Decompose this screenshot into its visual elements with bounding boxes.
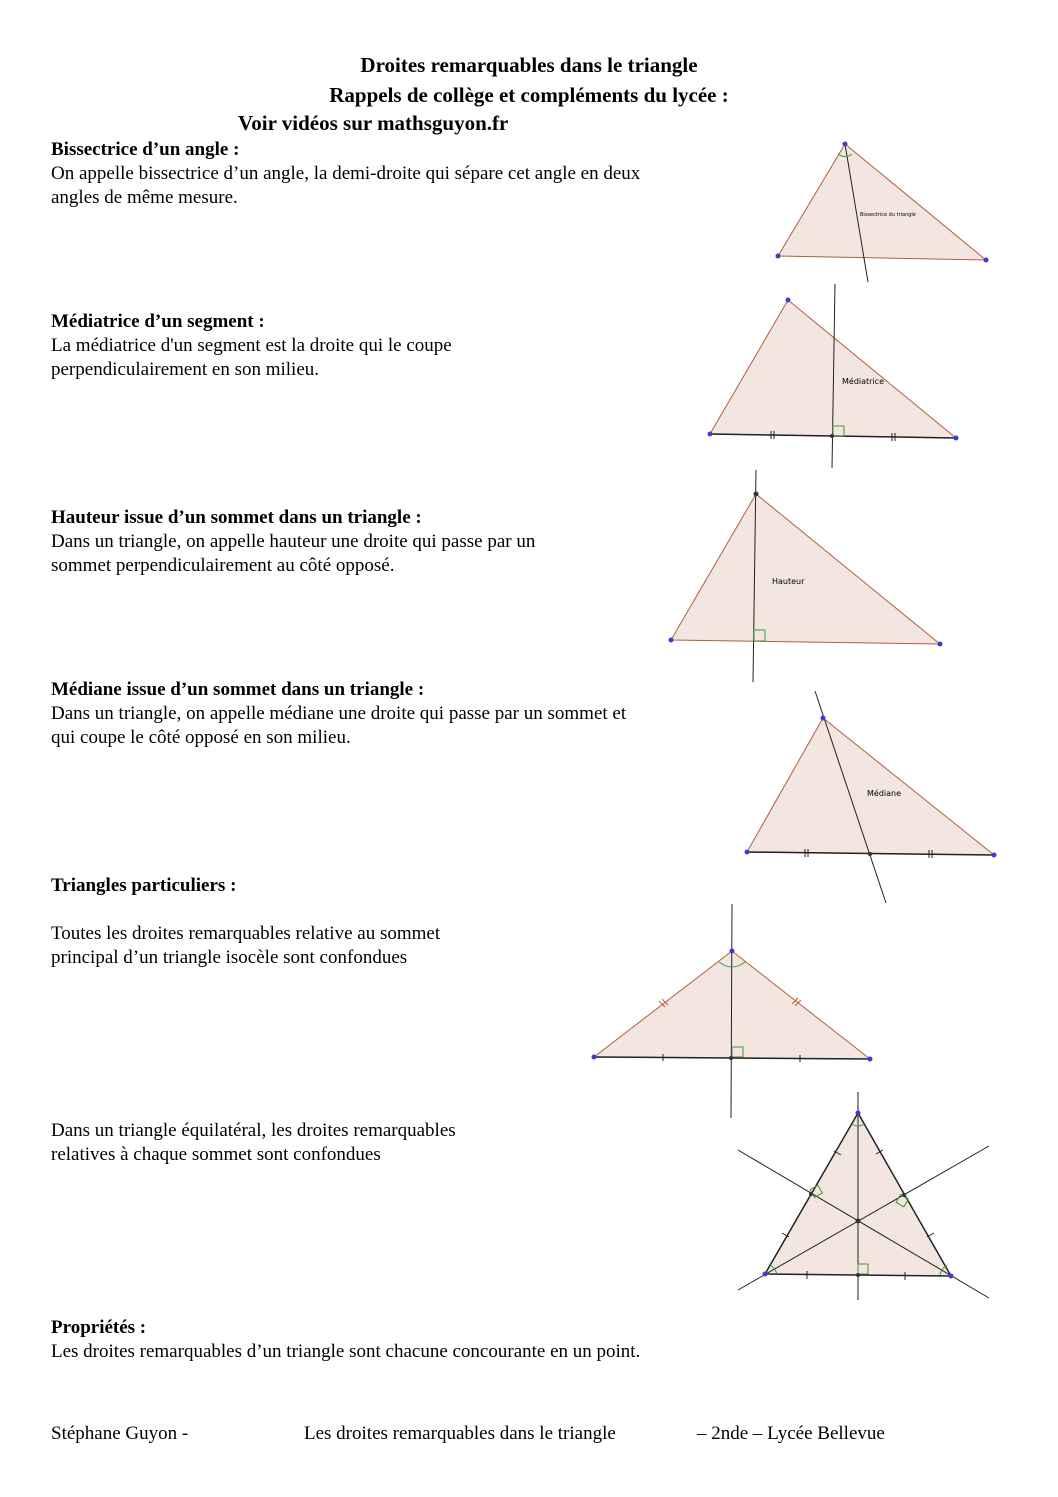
midpoint xyxy=(729,1056,733,1060)
hauteur-text-1: Dans un triangle, on appelle hauteur une droite qui passe par un xyxy=(51,531,536,552)
equilateral-figure xyxy=(735,1088,993,1304)
center-point xyxy=(856,1219,861,1224)
bissectrice-heading: Bissectrice d’un angle : xyxy=(51,139,240,160)
isocele-text-2: principal d’un triangle isocèle sont confondues xyxy=(51,947,408,968)
equilateral-text-2: relatives à chaque sommet sont confondues xyxy=(51,1144,381,1165)
vertex-point xyxy=(843,142,848,147)
vertex-point xyxy=(938,642,943,647)
particuliers-heading: Triangles particuliers : xyxy=(51,875,237,896)
midpoint xyxy=(830,434,834,438)
vertex-point xyxy=(754,492,759,497)
mediane-triangle xyxy=(747,718,994,855)
mediatrice-text-1: La médiatrice d'un segment est la droite qui le coupe xyxy=(51,335,452,356)
mediane-heading: Médiane issue d’un sommet dans un triangle : xyxy=(51,679,425,700)
vertex-point xyxy=(669,638,674,643)
vertex-point xyxy=(592,1055,597,1060)
midpoint xyxy=(902,1193,906,1197)
mediane-figure xyxy=(738,688,1002,906)
mediane-text-1: Dans un triangle, on appelle médiane une droite qui passe par un sommet et xyxy=(51,703,627,724)
vertex-point xyxy=(776,254,781,259)
vertex-point xyxy=(730,949,735,954)
bissectrice-figure-label: Bissectrice du triangle xyxy=(860,212,916,218)
midpoint xyxy=(856,1273,860,1277)
mediane-figure-label: Médiane xyxy=(867,789,902,798)
vertex-point xyxy=(745,850,750,855)
vertex-point xyxy=(856,1111,861,1116)
proprietes-text: Les droites remarquables d’un triangle sont chacune concourante en un point. xyxy=(51,1341,641,1362)
vertex-point xyxy=(708,432,713,437)
hauteur-figure xyxy=(660,466,950,686)
vertex-point xyxy=(949,1274,954,1279)
midpoint xyxy=(809,1192,813,1196)
vertex-point xyxy=(821,716,826,721)
mediane-text-2: qui coupe le côté opposé en son milieu. xyxy=(51,727,351,748)
mediatrice-figure xyxy=(700,280,968,472)
hauteur-triangle xyxy=(671,494,940,644)
bissectrice-triangle xyxy=(778,144,986,260)
vertex-point xyxy=(984,258,989,263)
vertex-point xyxy=(868,1057,873,1062)
midpoint xyxy=(868,852,872,856)
isocele-axis-line xyxy=(731,904,732,1118)
vertex-point xyxy=(954,436,959,441)
equilateral-text-1: Dans un triangle équilatéral, les droites remarquables xyxy=(51,1120,456,1141)
isocele-text-1: Toutes les droites remarquables relative au sommet xyxy=(51,923,441,944)
isocele-figure xyxy=(585,900,875,1120)
mediatrice-text-2: perpendiculairement en son milieu. xyxy=(51,359,320,380)
page-title-line2: Rappels de collège et compléments du lycée : xyxy=(329,83,729,107)
footer-doc-title: Les droites remarquables dans le triangle xyxy=(304,1423,616,1444)
footer-author: Stéphane Guyon - xyxy=(51,1423,189,1444)
hauteur-heading: Hauteur issue d’un sommet dans un triangle : xyxy=(51,507,422,528)
vertex-point xyxy=(763,1272,768,1277)
vertex-point xyxy=(786,298,791,303)
bissectrice-text-1: On appelle bissectrice d’un angle, la demi-droite qui sépare cet angle en deux xyxy=(51,163,641,184)
page-title-line3: Voir vidéos sur mathsguyon.fr xyxy=(238,111,509,135)
proprietes-heading: Propriétés : xyxy=(51,1317,147,1338)
footer-class-school: – 2nde – Lycée Bellevue xyxy=(697,1423,885,1444)
hauteur-text-2: sommet perpendiculairement au côté opposé. xyxy=(51,555,395,576)
mediatrice-heading: Médiatrice d’un segment : xyxy=(51,311,265,332)
bissectrice-figure xyxy=(770,136,1000,288)
mediatrice-figure-label: Médiatrice xyxy=(842,377,884,386)
vertex-point xyxy=(992,853,997,858)
bissectrice-text-2: angles de même mesure. xyxy=(51,187,238,208)
hauteur-figure-label: Hauteur xyxy=(772,577,805,586)
page-title-line1: Droites remarquables dans le triangle xyxy=(360,53,698,77)
